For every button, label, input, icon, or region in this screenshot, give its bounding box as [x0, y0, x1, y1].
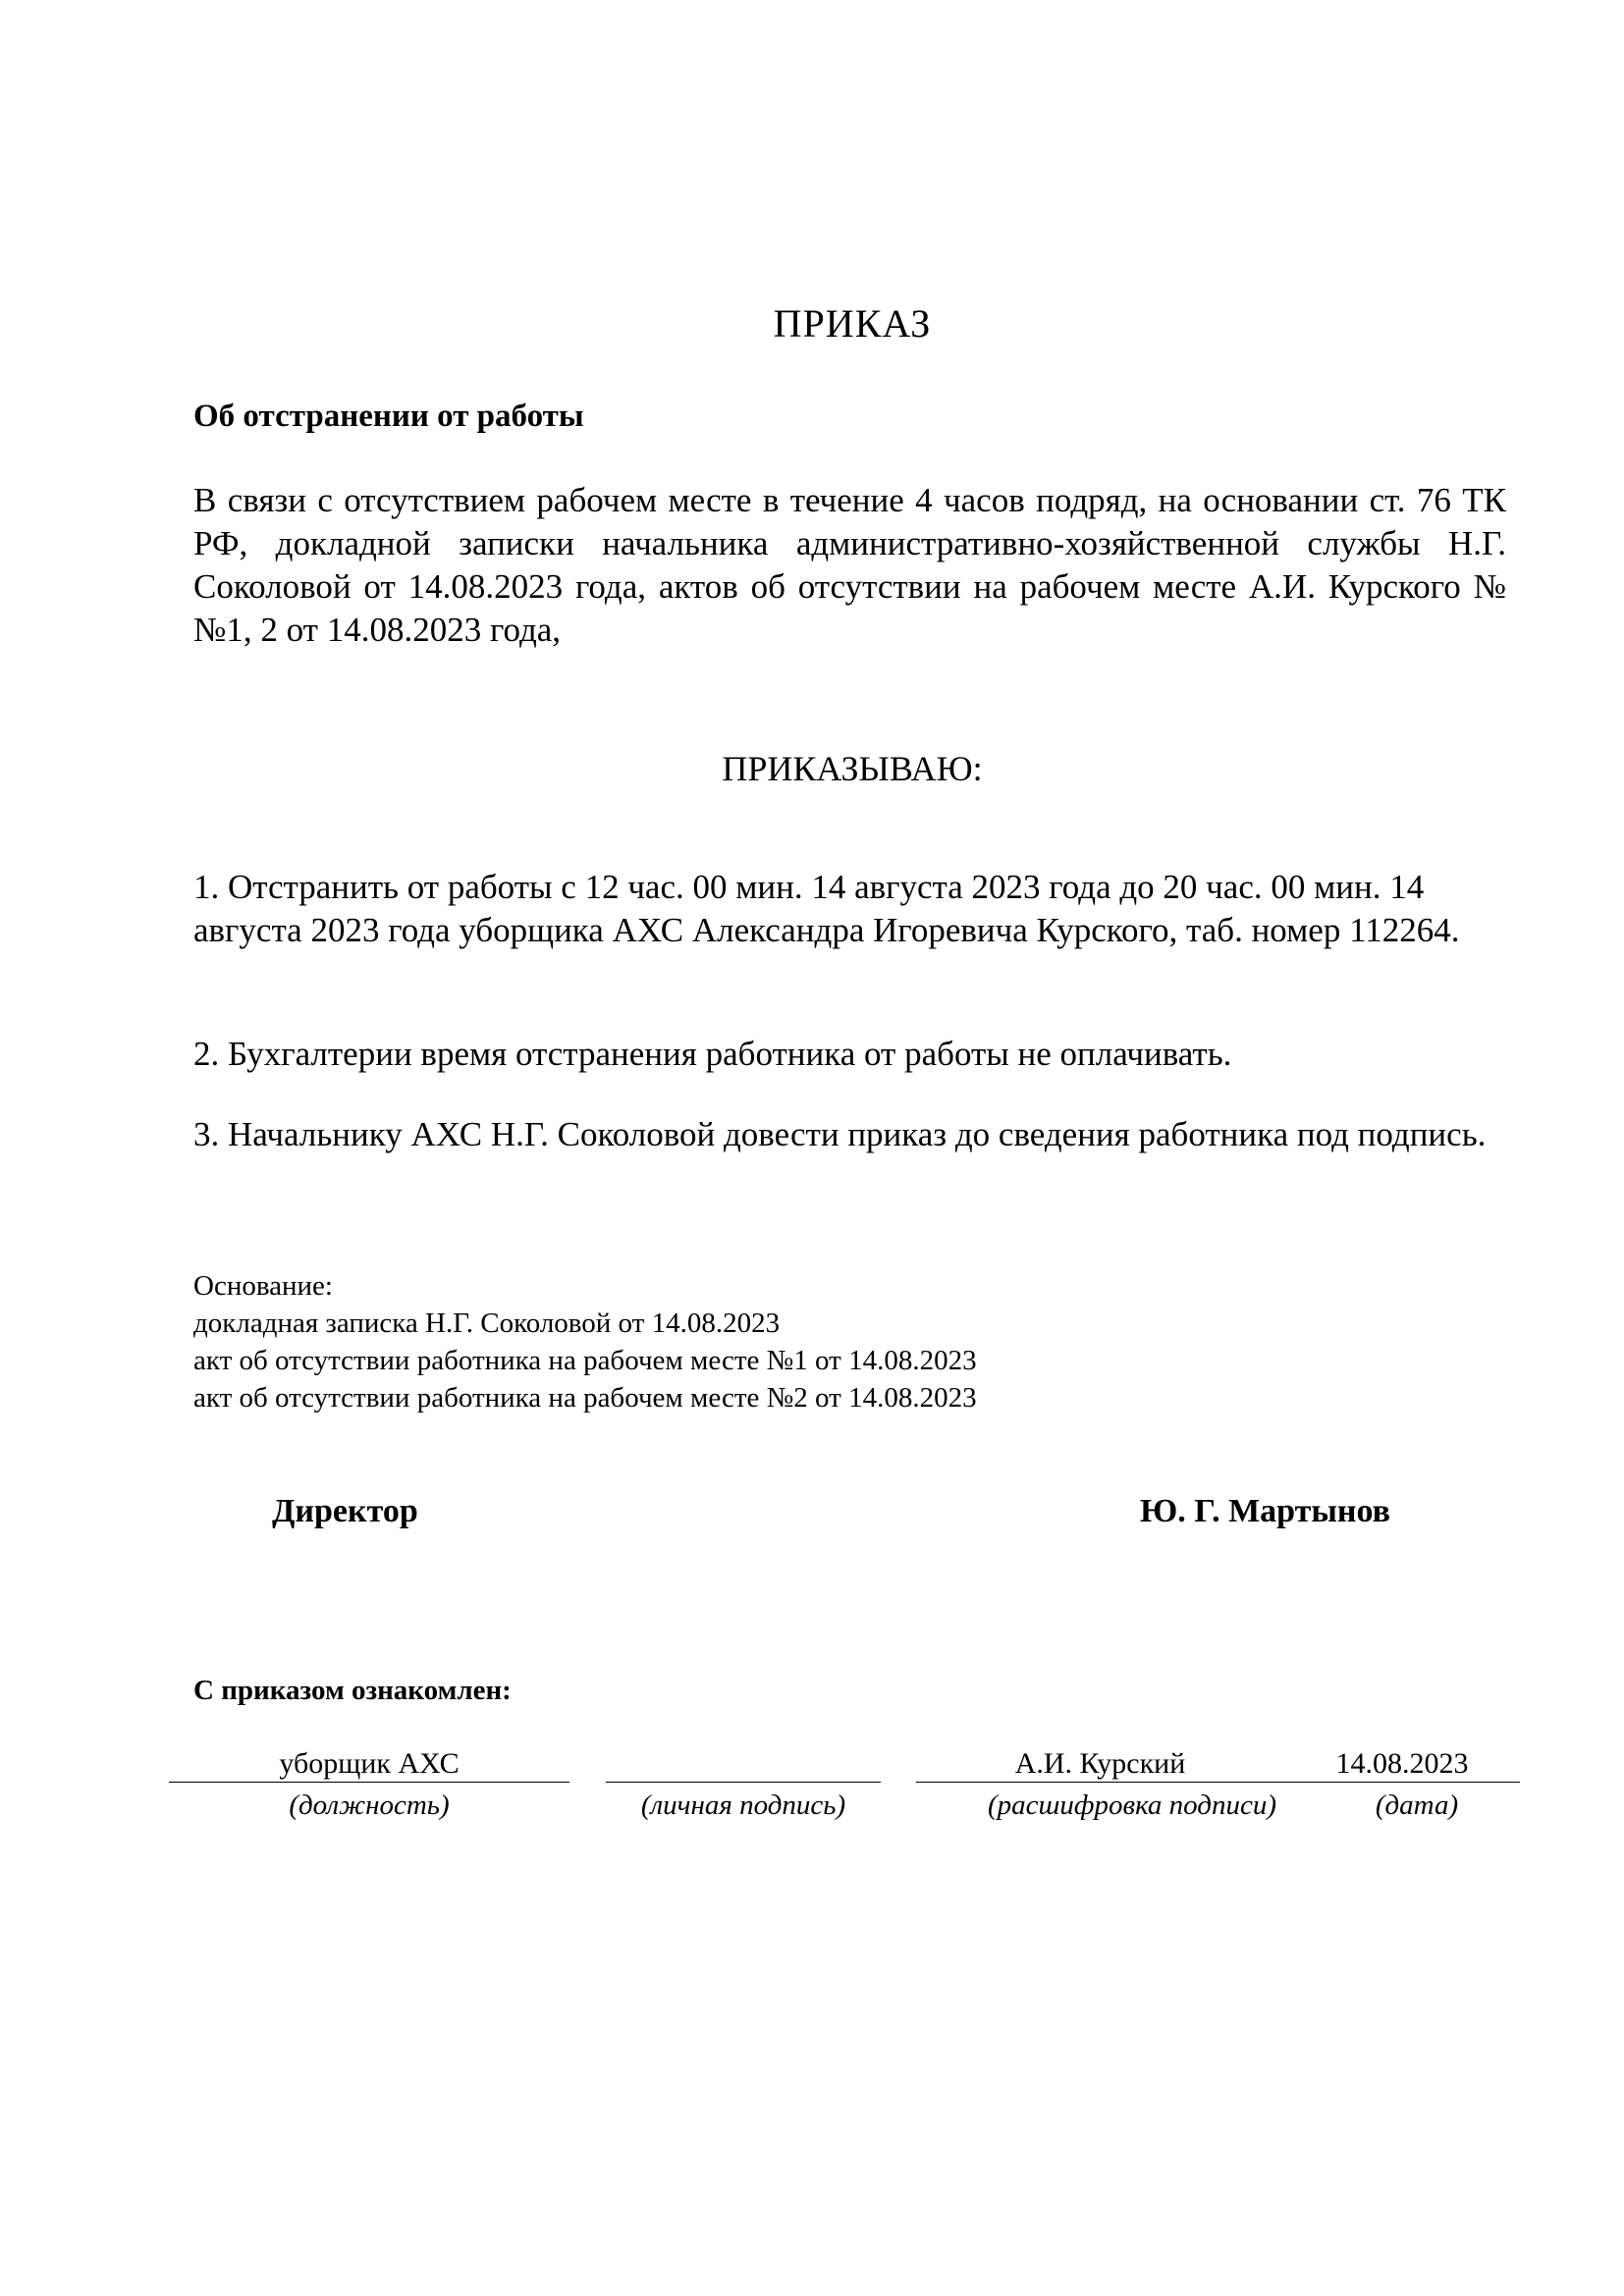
- caption-name: (расшифровка подписи): [987, 1789, 1276, 1821]
- ack-signature-field: [606, 1742, 881, 1783]
- preamble-paragraph: В связи с отсутствием рабочем месте в течение 4 часов подряд, на основании ст. 76 ТК РФ, докладной записки начальника административно-хозяйственной службы Н.Г. Соколовой от 14.08.2023 года, актов об отсутствии на рабочем месте А.И. Курского №№1, 2 от 14.08.2023 года,: [193, 481, 1506, 649]
- order-item-1: 1. Отстранить от работы с 12 час. 00 мин. 14 августа 2023 года до 20 час. 00 мин. 14 августа 2023 года уборщика АХС Александра Игоревича Курского, таб. номер 112264.: [193, 868, 1460, 949]
- order-item-3: 3. Начальнику АХС Н.Г. Соколовой довести приказ до сведения работника под подпись.: [193, 1115, 1487, 1153]
- basis-block: [193, 1267, 977, 1416]
- caption-position: (должность): [289, 1789, 450, 1821]
- basis-line: докладная записка Н.Г. Соколовой от 14.08.2023: [193, 1308, 781, 1339]
- basis-label: Основание:: [193, 1270, 333, 1302]
- basis-line: акт об отсутствии работника на рабочем месте №1 от 14.08.2023: [193, 1345, 977, 1376]
- signatory-name: Ю. Г. Мартынов: [1140, 1493, 1390, 1529]
- caption-date: (дата): [1375, 1789, 1459, 1821]
- order-heading: ПРИКАЗЫВАЮ:: [722, 749, 983, 788]
- ack-name-field: А.И. Курский: [916, 1742, 1284, 1783]
- document-title: ПРИКАЗ: [773, 301, 932, 346]
- basis-line: акт об отсутствии работника на рабочем месте №2 от 14.08.2023: [193, 1382, 977, 1414]
- caption-signature: (личная подпись): [640, 1789, 846, 1821]
- order-item-2: 2. Бухгалтерии время отстранения работника от работы не оплачивать.: [193, 1035, 1232, 1073]
- document-subject: Об отстранении от работы: [193, 399, 584, 434]
- ack-date-field: 14.08.2023: [1284, 1742, 1520, 1783]
- ack-position-field: уборщик АХС: [169, 1742, 569, 1783]
- acknowledgement-label: С приказом ознакомлен:: [193, 1675, 512, 1706]
- signatory-position: Директор: [272, 1493, 418, 1529]
